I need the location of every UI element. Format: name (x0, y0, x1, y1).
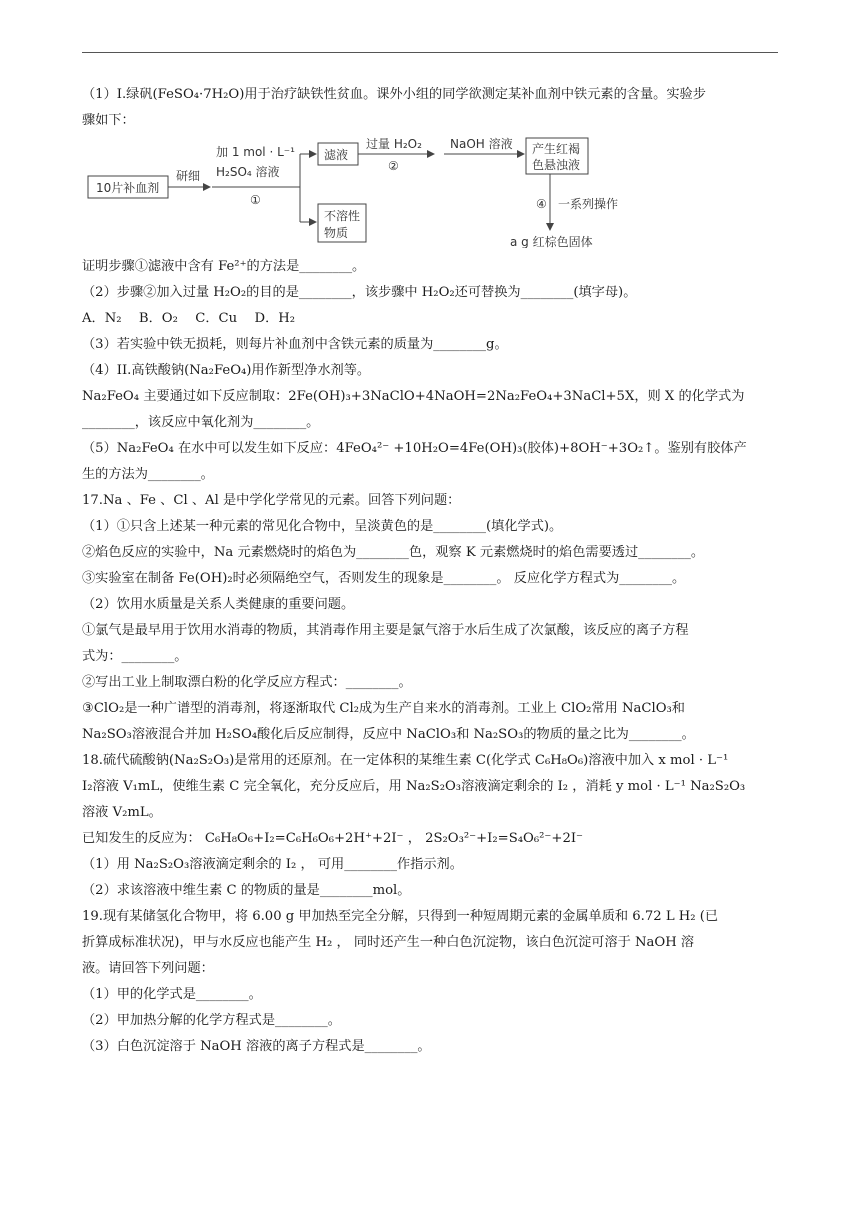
intro-paragraph (82, 82, 778, 134)
question-line: （3）白色沉淀溶于 NaOH 溶液的离子方程式是________。 (82, 1039, 431, 1054)
solid-label: a g 红棕色固体 (510, 235, 593, 248)
acid-label-2: H₂SO₄ 溶液 (216, 165, 280, 179)
question-line: ________，该反应中氧化剂为________。 (82, 415, 320, 430)
question-line: 证明步骤①滤液中含有 Fe²⁺的方法是________。 (82, 259, 366, 274)
suspension-label-1: 产生红褐 (532, 142, 581, 156)
h2o2-label: 过量 H₂O₂ (366, 137, 422, 151)
question-line: 19.现有某储氢化合物甲，将 6.00 g 甲加热至完全分解，只得到一种短周期元素的金属单质和 6.72 L H₂ (已 (82, 909, 719, 924)
question-line: （3）若实验中铁无损耗，则每片补血剂中含铁元素的质量为________g。 (82, 337, 508, 352)
question-line: Na₂FeO₄ 主要通过如下反应制取：2Fe(OH)₃+3NaClO+4NaOH=2Na₂FeO₄+3NaCl+5X，则 X 的化学式为 (82, 389, 745, 404)
step1-label: ① (250, 193, 261, 207)
question-line: I₂溶液 V₁mL，使维生素 C 完全氧化，充分反应后，用 Na₂S₂O₃溶液滴定剩余的 I₂ ，消耗 y mol · L⁻¹ Na₂S₂O₃ (82, 779, 746, 794)
question-line: 式为：________。 (82, 649, 188, 664)
suspension-label-2: 色悬浊液 (532, 158, 581, 172)
question-line: （5）Na₂FeO₄ 在水中可以发生如下反应：4FeO₄²⁻ +10H₂O=4Fe(OH)₃(胶体)+8OH⁻+3O₂↑。鉴别有胶体产 (82, 441, 747, 456)
question-line: 溶液 V₂mL。 (82, 805, 162, 820)
header-rule (82, 52, 778, 53)
question-line: ②写出工业上制取漂白粉的化学反应方程式：________。 (82, 675, 412, 690)
question-line: （1）甲的化学式是________。 (82, 987, 262, 1002)
question-line: 生的方法为________。 (82, 467, 214, 482)
questions-text (82, 254, 778, 1060)
question-line: （2）饮用水质量是关系人类健康的重要问题。 (82, 597, 355, 612)
question-line: 折算成标准状况)，甲与水反应也能产生 H₂ ， 同时还产生一种白色沉淀物，该白色沉淀可溶于 NaOH 溶 (82, 935, 695, 950)
question-line: 17.Na 、Fe 、Cl 、Al 是中学化学常见的元素。回答下列问题： (82, 493, 461, 508)
question-line: （1）用 Na₂S₂O₃溶液滴定剩余的 I₂ ， 可用________作指示剂。 (82, 857, 463, 872)
intro-line: （1）I.绿矾(FeSO₄·7H₂O)用于治疗缺铁性贫血。课外小组的同学欲测定某补血剂中铁元素的含量。实验步 (82, 87, 706, 102)
filtrate-label: 滤液 (324, 148, 349, 162)
question-line: ③实验室在制备 Fe(OH)₂时必须隔绝空气，否则发生的现象是________。 反应化学方程式为________。 (82, 571, 686, 586)
step4-label: ④ (536, 197, 547, 211)
question-line: ③ClO₂是一种广谱型的消毒剂，将逐渐取代 Cl₂成为生产自来水的消毒剂。工业上 ClO₂常用 NaClO₃和 (82, 701, 685, 716)
experiment-flow-diagram (82, 136, 778, 248)
flow-diagram-svg (82, 136, 778, 248)
question-line: （1）①只含上述某一种元素的常见化合物中，呈淡黄色的是________(填化学式)。 (82, 519, 563, 534)
intro-line: 骤如下： (82, 113, 135, 128)
question-line: 液。请回答下列问题： (82, 961, 214, 976)
question-line: （2）求该溶液中维生素 C 的物质的量是________mol。 (82, 883, 411, 898)
question-line: A．N₂ B．O₂ C．Cu D．H₂ (82, 311, 296, 326)
naoh-label: NaOH 溶液 (450, 137, 513, 151)
document-body (82, 82, 778, 1060)
insoluble-label-1: 不溶性 (324, 209, 361, 223)
acid-label-1: 加 1 mol · L⁻¹ (216, 145, 295, 159)
step2-label: ② (388, 159, 399, 173)
question-line: ①氯气是最早用于饮用水消毒的物质，其消毒作用主要是氯气溶于水后生成了次氯酸，该反应的离子方程 (82, 623, 689, 638)
grind-label: 研细 (176, 169, 201, 183)
question-line: 18.硫代硫酸钠(Na₂S₂O₃)是常用的还原剂。在一定体积的某维生素 C(化学式 C₆H₈O₆)溶液中加入 x mol · L⁻¹ (82, 753, 729, 768)
question-line: （2）甲加热分解的化学方程式是________。 (82, 1013, 341, 1028)
operations-label: 一系列操作 (558, 197, 619, 211)
question-line: 已知发生的反应为： C₆H₈O₆+I₂=C₆H₆O₆+2H⁺+2I⁻ ， 2S₂O₃²⁻+I₂=S₄O₆²⁻+2I⁻ (82, 831, 584, 846)
question-line: （4）II.高铁酸钠(Na₂FeO₄)用作新型净水剂等。 (82, 363, 371, 378)
question-line: Na₂SO₃溶液混合并加 H₂SO₄酸化后反应制得，反应中 NaClO₃和 Na₂SO₃的物质的量之比为________。 (82, 727, 695, 742)
start-box-label: 10片补血剂 (96, 181, 160, 195)
question-line: ②焰色反应的实验中，Na 元素燃烧时的焰色为________色，观察 K 元素燃烧时的焰色需要透过________。 (82, 545, 705, 560)
insoluble-label-2: 物质 (324, 226, 349, 240)
question-line: （2）步骤②加入过量 H₂O₂的目的是________，该步骤中 H₂O₂还可替换为________(填字母)。 (82, 285, 637, 300)
